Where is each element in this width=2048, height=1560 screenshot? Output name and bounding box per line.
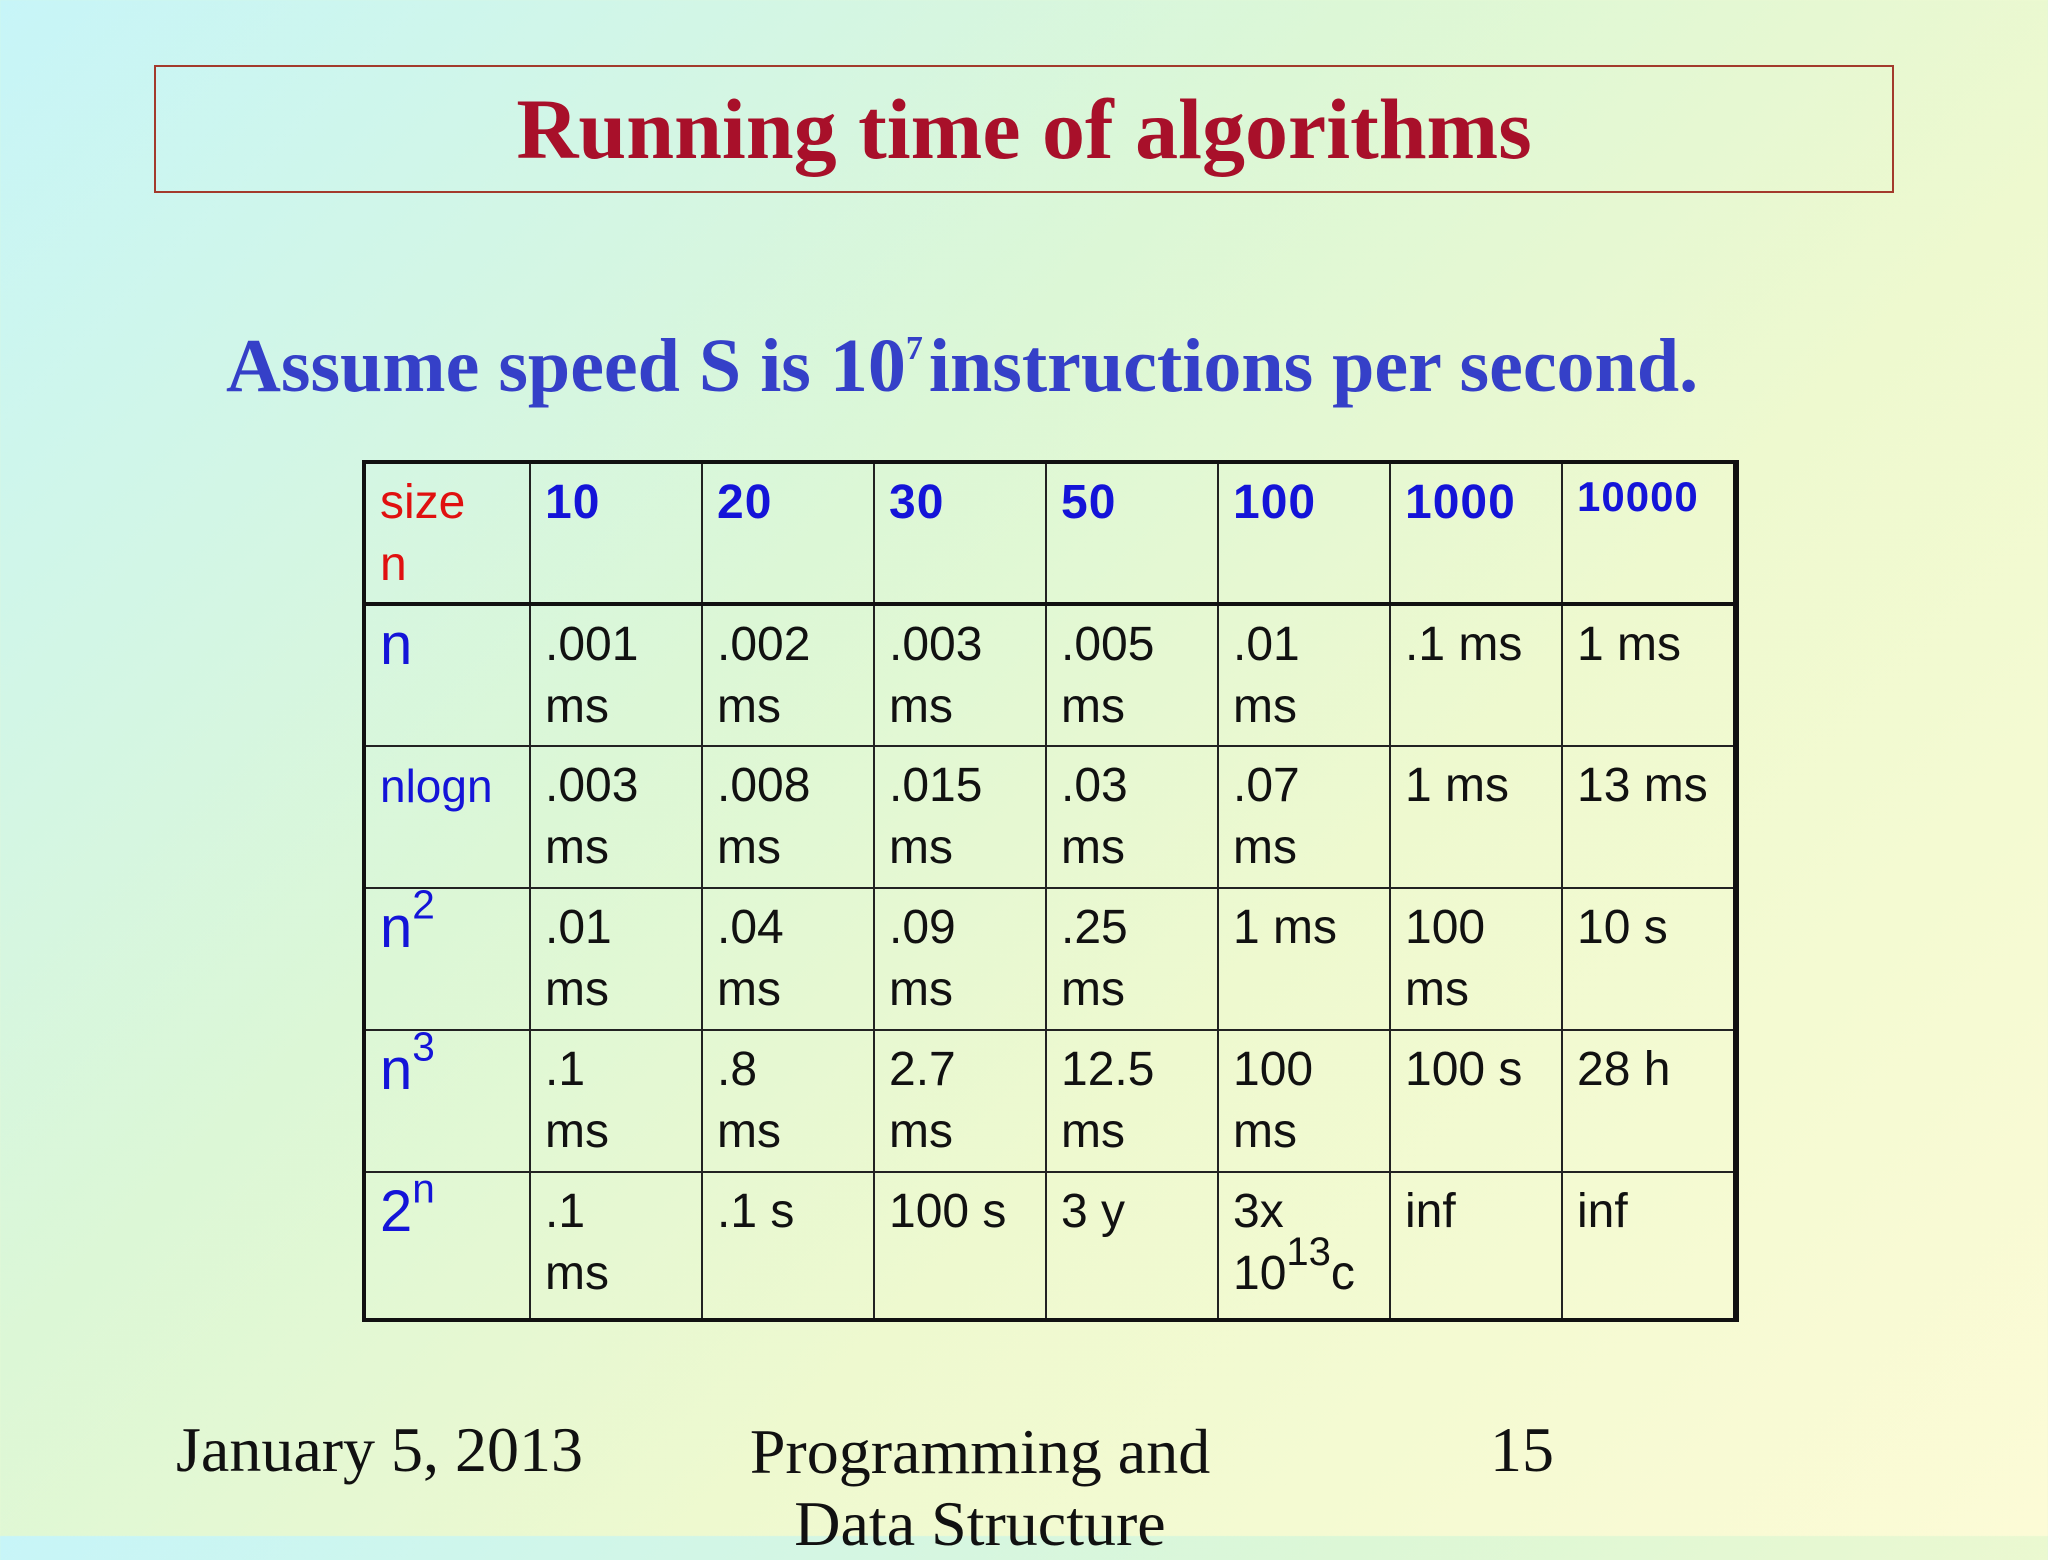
cell-line: .003	[545, 759, 639, 812]
table-cell	[874, 746, 1046, 888]
running-time-table-wrapper	[362, 460, 1734, 1318]
cell-line: .01	[1233, 618, 1300, 671]
column-header: 100	[1218, 462, 1390, 604]
row-label	[364, 1023, 530, 1172]
table-cell	[530, 1030, 702, 1172]
slide-title: Running time of algorithms	[516, 81, 1532, 177]
cell-line: ms	[545, 680, 609, 733]
table-row	[364, 888, 1736, 1030]
cell-line: .09	[889, 901, 956, 954]
cell-line: .008	[717, 759, 811, 812]
table-cell	[1046, 1172, 1218, 1320]
cell-line: ms	[889, 680, 953, 733]
table-cell	[1562, 1172, 1736, 1320]
table-cell	[1390, 746, 1562, 888]
title-box	[154, 65, 1894, 193]
cell-line: ms	[717, 821, 781, 874]
cell-line: .003	[889, 618, 983, 671]
row-label-exponent: 3	[412, 1023, 435, 1070]
cell-line: ms	[1405, 963, 1469, 1016]
table-cell	[702, 1030, 874, 1172]
cell-line: ms	[1061, 1105, 1125, 1158]
column-header: 20	[702, 462, 874, 604]
cell-line: 100	[1233, 1043, 1314, 1096]
row-label-base: nlogn	[380, 760, 493, 812]
row-label-base: n	[380, 612, 413, 677]
cell-line: .01	[545, 901, 612, 954]
cell-line: .03	[1061, 759, 1128, 812]
cell-line: ms	[545, 1105, 609, 1158]
table-cell	[1562, 604, 1736, 746]
column-header: 10	[530, 462, 702, 604]
cell-line: 100 s	[1405, 1043, 1523, 1096]
cell-line: .015	[889, 759, 983, 812]
subtitle	[226, 324, 1699, 408]
table-row	[364, 604, 1736, 746]
cell-line: 1 ms	[1577, 618, 1682, 671]
table-cell	[1218, 1172, 1390, 1320]
table-row	[364, 1172, 1736, 1320]
table-cell	[1218, 746, 1390, 888]
header-row	[364, 462, 1736, 604]
table-cell	[1218, 1030, 1390, 1172]
cell-line: .1	[545, 1043, 586, 1096]
row-label-base: 2	[380, 1179, 413, 1244]
cell-line: 10 s	[1577, 901, 1668, 954]
table-cell	[1562, 888, 1736, 1030]
row-label	[364, 604, 530, 746]
cell-line: ms	[545, 963, 609, 1016]
cell-line: 1 ms	[1233, 901, 1338, 954]
cell-line: ms	[889, 821, 953, 874]
cell-line: .001	[545, 618, 639, 671]
cell-line: .1 s	[717, 1185, 795, 1238]
cell-line: 3 y	[1061, 1185, 1126, 1238]
cell-exponent: 13	[1286, 1230, 1331, 1274]
column-header: 30	[874, 462, 1046, 604]
cell-line: .8	[717, 1043, 758, 1096]
cell-line: 28 h	[1577, 1043, 1671, 1096]
table-cell	[530, 746, 702, 888]
cell-line: ms	[717, 963, 781, 1016]
cell-line: ms	[1061, 821, 1125, 874]
table-cell	[1046, 888, 1218, 1030]
cell-line: 3x	[1233, 1185, 1284, 1238]
subtitle-exponent: 7	[905, 330, 923, 367]
footer-page-number: 15	[1490, 1414, 1554, 1485]
table-row	[364, 746, 1736, 888]
table-cell	[1218, 604, 1390, 746]
row-label	[364, 746, 530, 888]
cell-line: ms	[1233, 1105, 1297, 1158]
row-label-base: n	[380, 1037, 413, 1102]
table-cell	[530, 888, 702, 1030]
cell-suffix: c	[1330, 1247, 1355, 1300]
footer-date: January 5, 2013	[176, 1414, 584, 1485]
column-header: 50	[1046, 462, 1218, 604]
table-cell	[874, 1172, 1046, 1320]
row-label	[364, 881, 530, 1030]
cell-line: inf	[1577, 1185, 1628, 1238]
table-cell	[1046, 1030, 1218, 1172]
table-cell	[702, 604, 874, 746]
table-cell	[1390, 888, 1562, 1030]
cell-line: .25	[1061, 901, 1128, 954]
table-cell	[702, 746, 874, 888]
row-label-base: n	[380, 895, 413, 960]
row-label-exponent: 2	[412, 881, 435, 928]
corner-size: size	[380, 476, 466, 529]
column-header: 10000	[1562, 462, 1736, 604]
table-cell	[1390, 1030, 1562, 1172]
cell-line: 100	[1405, 901, 1486, 954]
cell-line: inf	[1405, 1185, 1456, 1238]
corner-cell	[364, 462, 530, 604]
row-label	[364, 1165, 530, 1320]
cell-line: .1 ms	[1405, 618, 1523, 671]
cell-line: 1 ms	[1405, 759, 1510, 812]
cell-line: .002	[717, 618, 811, 671]
table-cell	[1046, 604, 1218, 746]
table-cell	[530, 604, 702, 746]
cell-value: 10	[1233, 1247, 1287, 1300]
cell-line: 13 ms	[1577, 759, 1708, 812]
cell-line: .1	[545, 1185, 586, 1238]
cell-line: ms	[545, 1247, 609, 1300]
table-cell	[530, 1172, 702, 1320]
column-header: 1000	[1390, 462, 1562, 604]
table-cell	[1562, 746, 1736, 888]
subtitle-before: Assume speed S is 10	[226, 324, 906, 408]
footer-course: Programming and Data Structure	[749, 1416, 1211, 1559]
table-cell	[702, 888, 874, 1030]
corner-n: n	[380, 538, 407, 591]
table-cell	[702, 1172, 874, 1320]
table-cell	[1046, 746, 1218, 888]
table-cell	[874, 604, 1046, 746]
cell-line: .07	[1233, 759, 1300, 812]
cell-line: ms	[1233, 680, 1297, 733]
cell-line: ms	[717, 1105, 781, 1158]
cell-line: ms	[1061, 963, 1125, 1016]
table-cell	[1218, 888, 1390, 1030]
cell-line: 2.7	[889, 1043, 956, 1096]
cell-line: ms	[1233, 821, 1297, 874]
cell-line: .005	[1061, 618, 1155, 671]
cell-line: ms	[889, 1105, 953, 1158]
cell-line: ms	[1061, 680, 1125, 733]
cell-line: ms	[717, 680, 781, 733]
cell-line: 12.5	[1061, 1043, 1155, 1096]
table-cell	[1390, 1172, 1562, 1320]
running-time-table	[362, 460, 1739, 1322]
cell-line: ms	[889, 963, 953, 1016]
table-cell	[874, 888, 1046, 1030]
table-cell	[1562, 1030, 1736, 1172]
cell-line: 100 s	[889, 1185, 1007, 1238]
cell-line: .04	[717, 901, 784, 954]
cell-line: ms	[545, 821, 609, 874]
subtitle-after: instructions per second.	[928, 324, 1699, 408]
table-row	[364, 1030, 1736, 1172]
row-label-exponent: n	[412, 1165, 435, 1212]
table-cell	[1390, 604, 1562, 746]
table-cell	[874, 1030, 1046, 1172]
